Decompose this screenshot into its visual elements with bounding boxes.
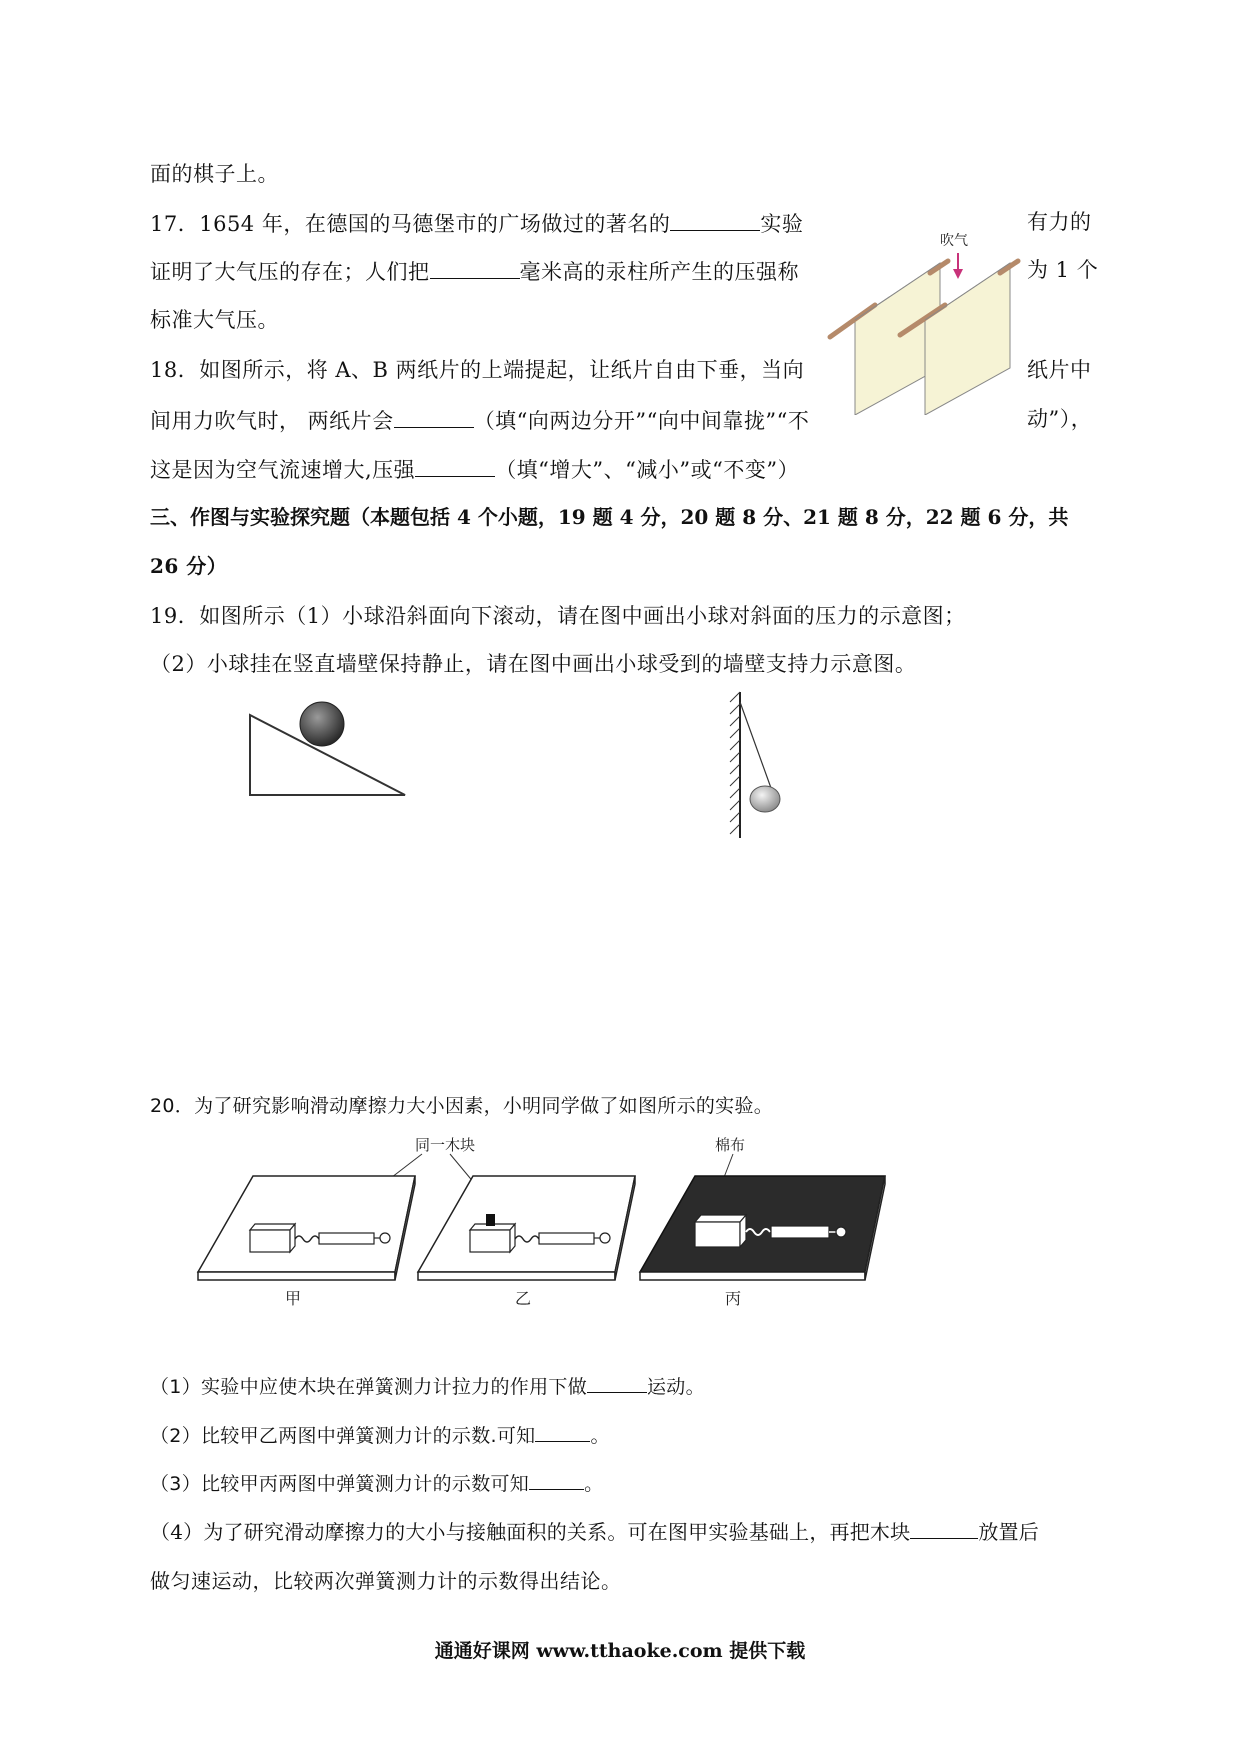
wall-hatching: [730, 692, 740, 834]
q19-text-1: 19．如图所示（1）小球沿斜面向下滚动，请在图中画出小球对斜面的压力的示意图；: [150, 604, 966, 628]
q20-s4-blank[interactable]: [910, 1520, 978, 1539]
board-jia: [198, 1176, 415, 1280]
q19-text-2: （2）小球挂在竖直墙壁保持静止，请在图中画出小球受到的墙壁支持力示意图。: [150, 652, 917, 676]
q20-s3-blank[interactable]: [529, 1471, 584, 1490]
section3-heading-2: 26 分）: [150, 554, 228, 578]
q20-s4-text-b: 放置后: [978, 1520, 1039, 1544]
weight-block: [486, 1214, 495, 1226]
q18-text-2b: （填“向两边分开”“向中间靠拢”“不: [473, 409, 810, 433]
q18-text-2a: 间用力吹气时， 两纸片会: [150, 409, 394, 433]
q20-intro: 20．为了研究影响滑动摩擦力大小因素，小明同学做了如图所示的实验。: [150, 1095, 774, 1117]
q20-s2-blank[interactable]: [535, 1423, 590, 1442]
q18-text-1a: 18．如图所示，将 A、B 两纸片的上端提起，让纸片自由下垂，当向: [150, 358, 805, 382]
page-footer: 通通好课网 www.tthaoke.com 提供下载: [434, 1640, 806, 1662]
q18-text-1b: 纸片中: [1027, 358, 1092, 382]
q17-blank-2[interactable]: [430, 256, 520, 279]
pendulum-string: [740, 702, 771, 788]
label-jia: 甲: [285, 1289, 302, 1308]
q17-blank-1[interactable]: [670, 208, 760, 231]
q20-s2-line: [150, 1422, 610, 1450]
section3-heading-1: 三、作图与实验探究题（本题包括 4 个小题，19 题 4 分，20 题 8 分、21 题 8 分，22 题 6 分，共: [150, 505, 1069, 529]
q17-text-1a: 17．1654 年，在德国的马德堡市的广场做过的著名的: [150, 212, 671, 236]
label-cotton-cloth: 棉布: [715, 1136, 746, 1154]
blow-arrow-head: [953, 269, 963, 279]
q18-line-2: [150, 405, 809, 435]
label-same-block: 同一木块: [415, 1136, 476, 1154]
q17-line-1: [150, 208, 803, 238]
q18-text-2c: 动”），: [1027, 407, 1093, 431]
q20-s2-text-b: 。: [590, 1425, 610, 1447]
q16-tail-text: 面的棋子上。: [150, 162, 279, 186]
q18-text-3b: （填“增大”、“减小”或“不变”）: [495, 458, 800, 482]
q20-s1-line: [150, 1373, 705, 1401]
incline-ball: [300, 702, 344, 746]
q17-text-2a: 证明了大气压的存在；人们把: [150, 260, 430, 284]
incline-figure: [245, 695, 415, 805]
q20-s4-text-c: 做匀速运动，比较两次弹簧测力计的示数得出结论。: [150, 1569, 622, 1593]
friction-figure: [195, 1132, 895, 1312]
q20-s1-blank[interactable]: [587, 1374, 647, 1393]
q18-blank-1[interactable]: [394, 405, 474, 428]
q20-s4-line: [150, 1518, 1039, 1546]
q18-blank-2[interactable]: [415, 454, 495, 477]
q20-s3-line: [150, 1470, 603, 1498]
q20-s2-text-a: （2）比较甲乙两图中弹簧测力计的示数.可知: [150, 1425, 536, 1447]
q20-s4-text-a: （4）为了研究滑动摩擦力的大小与接触面积的关系。可在图甲实验基础上，再把木块: [150, 1520, 911, 1544]
wall-figure: [725, 690, 815, 840]
q17-text-1b: 实验: [760, 212, 804, 236]
q17-line-2: [150, 256, 799, 286]
q17-text-3: 标准大气压。: [150, 308, 279, 332]
pendulum-ball: [750, 786, 780, 812]
q17-text-2b: 毫米高的汞柱所产生的压强称: [519, 260, 799, 284]
board-bing: [640, 1176, 885, 1280]
q20-s3-text-b: 。: [584, 1473, 604, 1495]
q20-s1-text-a: （1）实验中应使木块在弹簧测力计拉力的作用下做: [150, 1376, 587, 1398]
q18-line-3: [150, 454, 799, 484]
q20-s3-text-a: （3）比较甲丙两图中弹簧测力计的示数可知: [150, 1473, 530, 1495]
q17-text-1c: 有力的: [1027, 210, 1092, 234]
q17-text-2c: 为 1 个: [1027, 258, 1099, 282]
label-yi: 乙: [515, 1289, 532, 1308]
label-bing: 丙: [725, 1289, 742, 1308]
paper-blow-figure: [820, 225, 1100, 415]
q20-s1-text-b: 运动。: [647, 1376, 705, 1398]
q18-text-3a: 这是因为空气流速增大,压强: [150, 458, 416, 482]
blow-label: 吹气: [940, 233, 968, 249]
board-yi: [418, 1176, 635, 1280]
